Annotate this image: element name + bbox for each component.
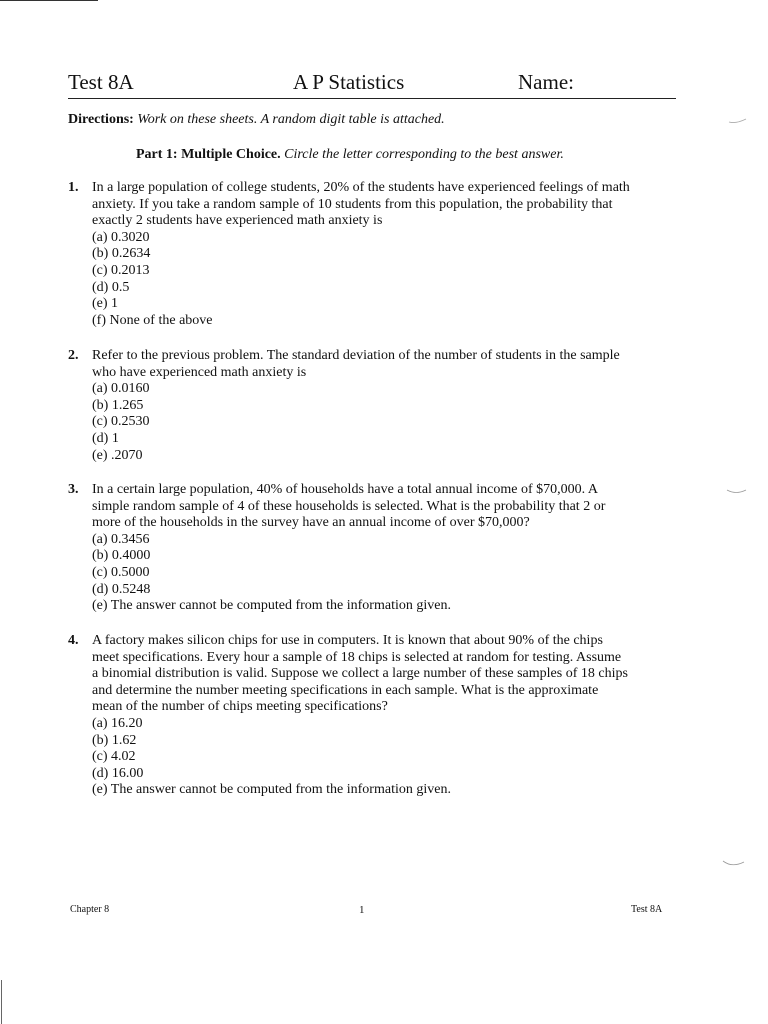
answer-option-b[interactable]: (b) 1.62 <box>92 732 137 748</box>
question-text-line: anxiety. If you take a random sample of 10 students from this population, the probability that <box>92 196 613 212</box>
answer-option-c[interactable]: (c) 4.02 <box>92 749 136 765</box>
part1-instructions: Circle the letter corresponding to the best answer. <box>284 147 564 162</box>
course-title: A P Statistics <box>293 70 405 94</box>
part1-heading <box>136 147 564 163</box>
answer-option-e[interactable]: (e) The answer cannot be computed from the information given. <box>92 782 451 798</box>
question-1 <box>68 180 678 329</box>
answer-option-d[interactable]: (d) 0.5248 <box>92 581 151 597</box>
answer-option-e[interactable]: (e) 1 <box>92 296 119 312</box>
directions-label: Directions: <box>68 112 134 127</box>
footer-test-label: Test 8A <box>631 904 663 915</box>
question-text-line: who have experienced math anxiety is <box>92 364 307 380</box>
question-text-line: Refer to the previous problem. The standard deviation of the number of students in the sample <box>92 348 620 363</box>
top-edge-rule <box>0 0 98 1</box>
answer-option-d[interactable]: (d) 0.5 <box>92 279 130 295</box>
question-3 <box>68 482 678 615</box>
question-number: 3. <box>68 482 79 497</box>
question-text-line: In a large population of college students, 20% of the students have experienced feelings of math <box>92 180 630 195</box>
question-text-line: meet specifications. Every hour a sample of 18 chips is selected at random for testing. Assume <box>92 649 622 665</box>
answer-option-d[interactable]: (d) 16.00 <box>92 765 144 781</box>
question-number: 2. <box>68 348 79 363</box>
answer-option-e[interactable]: (e) The answer cannot be computed from the information given. <box>92 598 451 614</box>
answer-option-a[interactable]: (a) 0.3456 <box>92 531 150 547</box>
footer-chapter: Chapter 8 <box>70 904 110 915</box>
answer-option-b[interactable]: (b) 0.4000 <box>92 548 151 564</box>
answer-option-a[interactable]: (a) 0.0160 <box>92 381 150 397</box>
scan-edge-line <box>1 980 2 1024</box>
question-number: 1. <box>68 180 79 195</box>
answer-option-d[interactable]: (d) 1 <box>92 430 119 446</box>
question-number: 4. <box>68 633 79 648</box>
directions-text: Work on these sheets. A random digit table is attached. <box>137 112 445 127</box>
name-label: Name: <box>518 70 574 94</box>
answer-option-a[interactable]: (a) 16.20 <box>92 715 143 731</box>
answer-option-c[interactable]: (c) 0.2013 <box>92 262 150 278</box>
question-2 <box>68 348 678 464</box>
scan-mark <box>726 486 748 496</box>
question-text-line: and determine the number meeting specifications in each sample. What is the approximate <box>92 682 599 698</box>
question-text-line: exactly 2 students have experienced math anxiety is <box>92 213 383 229</box>
answer-option-f[interactable]: (f) None of the above <box>92 312 213 328</box>
question-text-line: mean of the number of chips meeting specifications? <box>92 699 388 715</box>
answer-option-b[interactable]: (b) 0.2634 <box>92 246 151 262</box>
answer-option-e[interactable]: (e) .2070 <box>92 447 143 463</box>
part1-label: Part 1: Multiple Choice. <box>136 147 281 162</box>
question-text-line: more of the households in the survey have an annual income of over $70,000? <box>92 515 530 531</box>
scan-mark <box>728 116 748 126</box>
footer-page-number: 1 <box>359 904 365 916</box>
question-text-line: a binomial distribution is valid. Suppose we collect a large number of these samples of 18 chips <box>92 666 628 682</box>
question-text-line: In a certain large population, 40% of households have a total annual income of $70,000. A <box>92 482 598 497</box>
answer-option-c[interactable]: (c) 0.5000 <box>92 564 150 580</box>
question-text-line: A factory makes silicon chips for use in computers. It is known that about 90% of the chips <box>92 633 603 648</box>
test-title: Test 8A <box>68 70 134 94</box>
answer-option-c[interactable]: (c) 0.2530 <box>92 414 150 430</box>
answer-option-b[interactable]: (b) 1.265 <box>92 397 144 413</box>
answer-option-a[interactable]: (a) 0.3020 <box>92 229 150 245</box>
scan-mark <box>722 858 746 870</box>
question-4 <box>68 633 678 799</box>
page-header <box>68 68 676 99</box>
question-text-line: simple random sample of 4 of these households is selected. What is the probability that 2 or <box>92 498 606 514</box>
directions <box>68 112 445 128</box>
